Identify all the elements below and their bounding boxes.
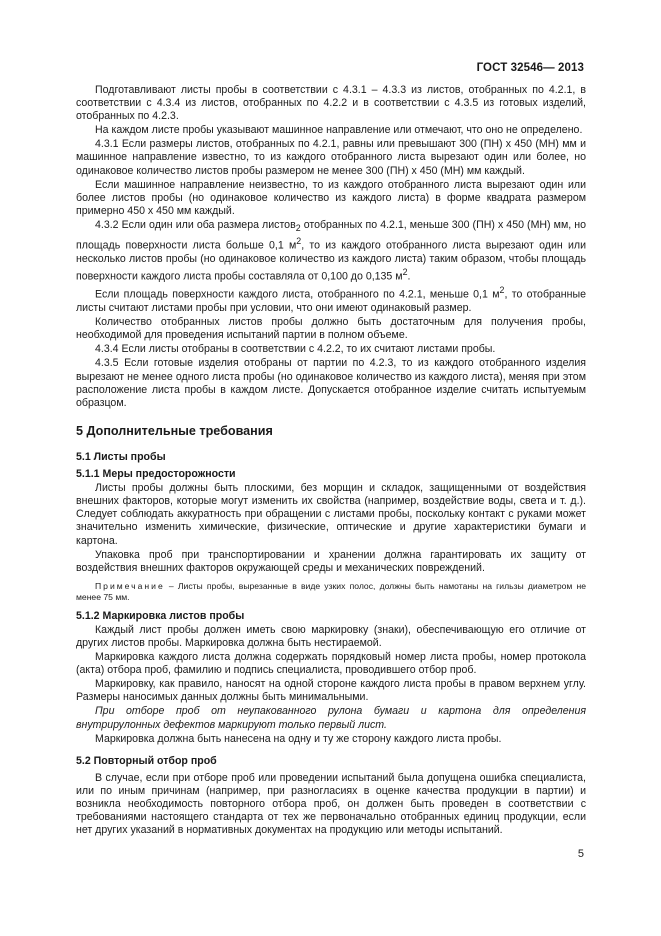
note-text: – Листы пробы, вырезанные в виде узких полос, должны быть намотаны на гильзы диаметром не менее 75 мм. xyxy=(76,580,586,603)
note-label: Примечание xyxy=(95,580,165,591)
italic-paragraph: При отборе проб от неупакованного рулона бумаги и картона для определения внутрирулонных дефектов маркируют только первый лист. xyxy=(76,705,586,731)
paragraph: Упаковка проб при транспортировании и хранении должна гарантировать их защиту от воздействия внешних факторов окружающей среды и механических повреждений. xyxy=(76,548,586,574)
paragraph: Количество отобранных листов пробы должно быть достаточным для получения пробы, необходимой для проведения испытаний партии в полном объеме. xyxy=(76,316,586,342)
subsection-5-1-heading: 5.1 Листы пробы xyxy=(76,450,166,463)
subsection-5-1-1-heading: 5.1.1 Меры предосторожности xyxy=(76,468,236,481)
text-run: . xyxy=(407,270,411,283)
note xyxy=(76,581,586,604)
paragraph: Каждый лист пробы должен иметь свою маркировку (знаки), обеспечивающую его отличие от других листов пробы. Маркировка должна быть нестираемой. xyxy=(76,623,586,649)
paragraph: В случае, если при отборе проб или проведении испытаний была допущена ошибка специалиста, или по иным причинам (например, при разногласиях в оценке качества продукции в партии) и возникла необходимость повторного отбора проб, он должен быть проведен в соответствии с требованиями настоящего стандарта от тех же первоначально отобранных единиц продукции, если нет других указаний в нормативных документах на продукцию или методы испытаний. xyxy=(76,771,586,837)
paragraph: Маркировка каждого листа должна содержать порядковый номер листа пробы, номер протокола (акта) отбора проб, фамилию и подпись специалиста, проводившего отбор проб. xyxy=(76,651,586,677)
paragraph: Если машинное направление неизвестно, то из каждого отобранного листа вырезают один или более листов пробы (но одинаковое количество из каждого листа) в форме квадрата размером примерно 450 x 450 мм каждый. xyxy=(76,178,586,217)
paragraph-4-3-1: 4.3.1 Если размеры листов, отобранных по 4.2.1, равны или превышают 300 (ПН) x 450 (МН) мм и машинное направление известно, то из каждого отобранного листа вырезают один или более, но одинаковое количество листов пробы размером не менее 300 (ПН) x 450 (МН) мм каждый. xyxy=(76,138,586,177)
paragraph-4-3-5: 4.3.5 Если готовые изделия отобраны от партии по 4.2.3, то из каждого отобранного изделия вырезают не менее одного листа пробы (но одинаковое количество из каждого листа), меняя при этом расположение листа пробы в каждом листе. Допускается отобранное изделие считать испытуемым образцом. xyxy=(76,357,586,409)
paragraph-4-3-4: 4.3.4 Если листы отобраны в соответствии с 4.2.2, то их считают листами пробы. xyxy=(95,343,496,356)
text-run: , то отобранные листы считают листами пробы при условии, что они имеют одинаковый размер. xyxy=(76,289,587,315)
text-run: Если площадь поверхности каждого листа, отобранного по 4.2.1, меньше 0,1 м xyxy=(95,289,500,302)
paragraph-4-3-2 xyxy=(76,219,586,284)
superscript: 2 xyxy=(499,285,505,296)
paragraph: Маркировку, как правило, наносят на одной стороне каждого листа пробы в правом верхнем углу. Размеры наносимых данных должны быть минимальными. xyxy=(76,678,586,704)
subsection-5-2-heading: 5.2 Повторный отбор проб xyxy=(76,754,217,767)
paragraph: На каждом листе пробы указывают машинное направление или отмечают, что оно не определено. xyxy=(95,124,583,137)
text-run: 4.3.2 Если один или оба размера листов xyxy=(95,218,296,231)
page-number: 5 xyxy=(577,848,584,860)
paragraph xyxy=(76,284,586,315)
superscript: 2 xyxy=(402,266,408,277)
subsection-5-1-2-heading: 5.1.2 Маркировка листов пробы xyxy=(76,609,245,622)
paragraph: Подготавливают листы пробы в соответствии с 4.3.1 – 4.3.3 из листов, отобранных по 4.2.1, в соответствии с 4.3.4 из листов, отобранных по 4.2.2 и в соответствии с 4.3.5 из готовых изделий, отобранных по 4.2.3. xyxy=(76,84,586,123)
text-run: отобранных по 4.2.1, меньше 300 (ПН) x 450 (МН) мм, но площадь поверхности листа больше 0,1 м xyxy=(76,218,586,252)
footnote-sub: 2 xyxy=(295,223,301,234)
section-5-heading: 5 Дополнительные требования xyxy=(76,423,273,438)
page-content xyxy=(76,84,586,838)
superscript: 2 xyxy=(296,236,302,247)
paragraph: Маркировка должна быть нанесена на одну и ту же сторону каждого листа пробы. xyxy=(95,732,502,745)
paragraph: Листы пробы должны быть плоскими, без морщин и складок, защищенными от воздействия внешних факторов, которые могут изменить их свойства (например, воздействие воды, света и т. д.). Следует соблюдать аккуратность при обращении с листами пробы, поскольку контакт с руками может значительно изменить химические, физические, оптические и другие характеристики бумаги и картона. xyxy=(76,482,586,547)
text-run: , то из каждого отобранного листа вырезают один или несколько листов пробы (но одинаковое количество из каждого листа) таким образом, чтобы площадь поверхности каждого листа пробы составляла от 0,100 до 0,135 м xyxy=(76,239,586,283)
standard-code-header: ГОСТ 32546— 2013 xyxy=(476,62,584,74)
